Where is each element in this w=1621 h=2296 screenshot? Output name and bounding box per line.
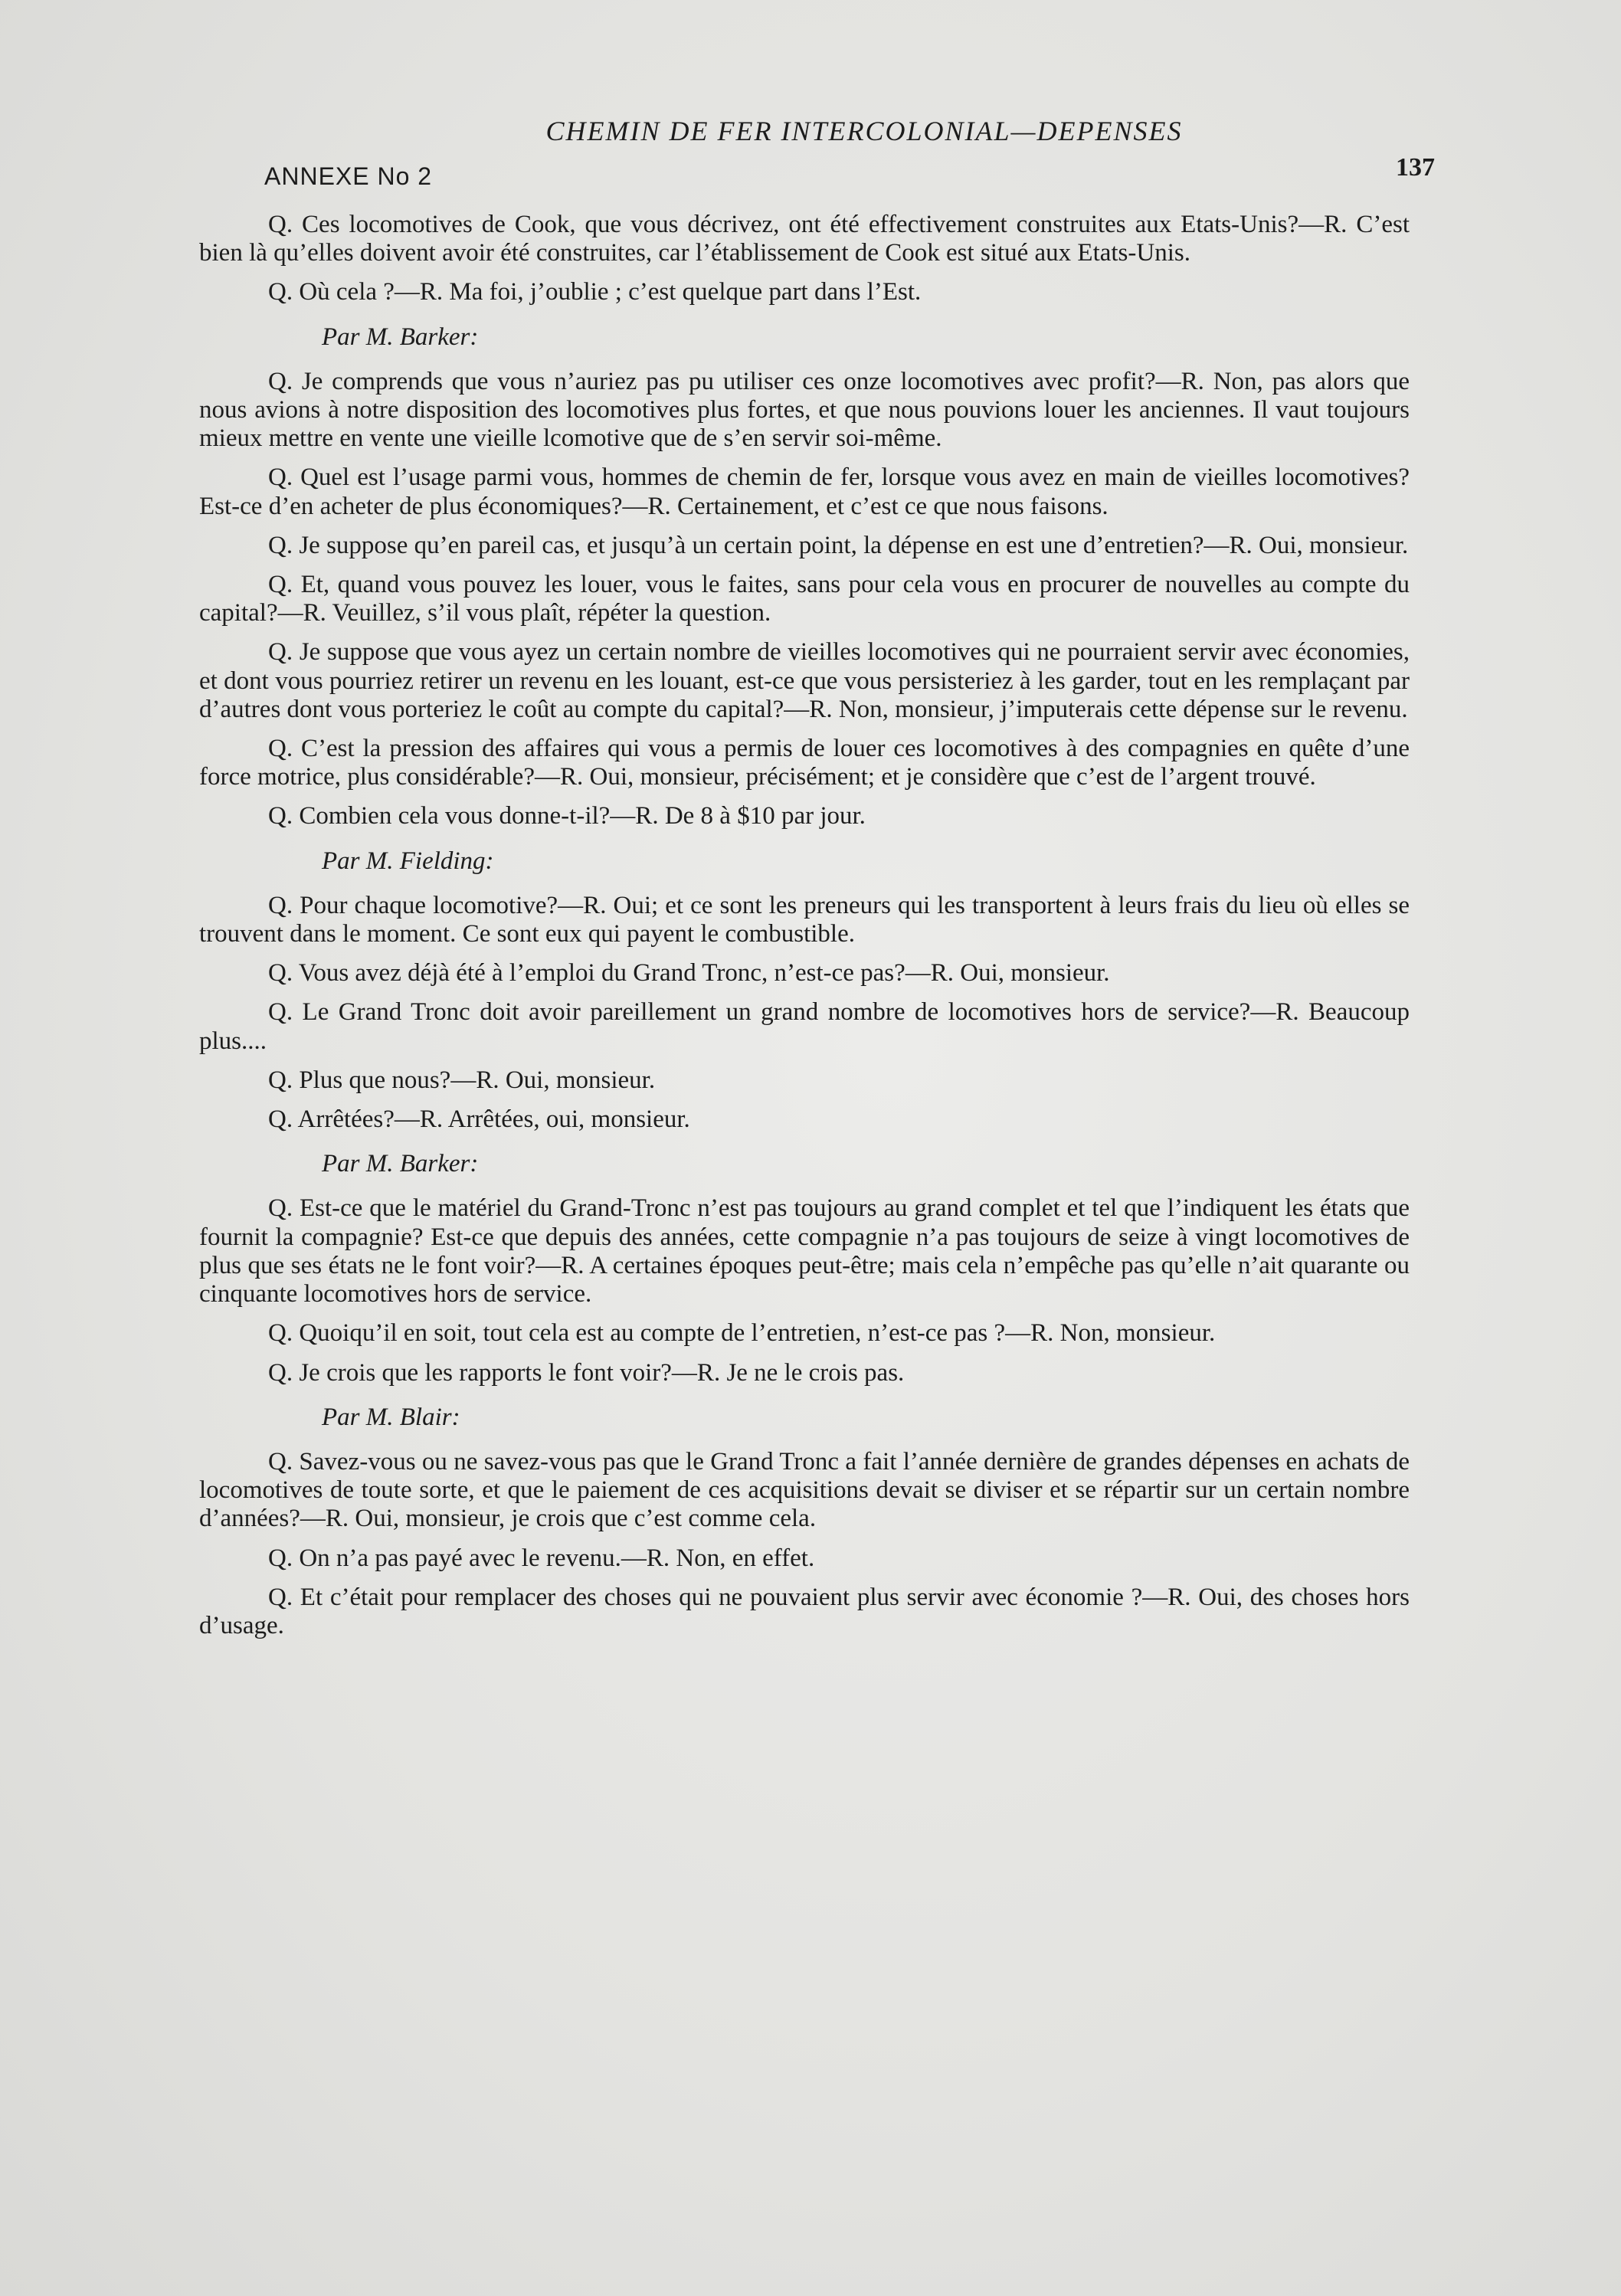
paragraph: Q. Quoiqu’il en soit, tout cela est au compte de l’entretien, n’est-ce pas ?—R. Non, monsieur.	[268, 1319, 1216, 1348]
paragraph: Q. Et c’était pour remplacer des choses qui ne pouvaient plus servir avec économie ?—R. Oui, des choses hors d’usage.	[199, 1583, 1410, 1639]
paragraph: Q. Je suppose qu’en pareil cas, et jusqu’à un certain point, la dépense en est une d’entretien?—R. Oui, monsieur.	[268, 531, 1409, 559]
paragraph: Q. Savez-vous ou ne savez-vous pas que le Grand Tronc a fait l’année dernière de grandes dépenses en achats de locomotives de toute sorte, et que le paiement de ces acquisitions devait se diviser et se répartir sur un certain nombre d’années?—R. Oui, monsieur, je crois que c’est comme cela.	[199, 1447, 1410, 1533]
paragraph: Q. Vous avez déjà été à l’emploi du Grand Tronc, n’est-ce pas?—R. Oui, monsieur.	[268, 959, 1110, 988]
document-body	[199, 211, 1410, 1640]
paragraph: Q. Plus que nous?—R. Oui, monsieur.	[268, 1066, 656, 1094]
paragraph: Q. Ces locomotives de Cook, que vous décrivez, ont été effectivement construites aux Etats-Unis?—R. C’est bien là qu’elles doivent avoir été construites, car l’établissement de Cook est situé aux Etats-Unis.	[199, 211, 1410, 267]
section-heading: Par M. Blair:	[322, 1403, 460, 1431]
page-number: 137	[1396, 153, 1435, 182]
section-heading: Par M. Barker:	[322, 1150, 479, 1178]
paragraph: Q. Pour chaque locomotive?—R. Oui; et ce sont les preneurs qui les transportent à leurs frais du lieu où elles se trouvent dans le moment. Ce sont eux qui payent le combustible.	[199, 891, 1410, 948]
paragraph: Q. Je comprends que vous n’auriez pas pu utiliser ces onze locomotives avec profit?—R. Non, pas alors que nous avions à notre disposition des locomotives plus fortes, et que nous pouvions louer les anciennes. Il vaut toujours mieux mettre en vente une vieille lcomotive que de s’en servir soi-même.	[199, 367, 1410, 453]
section-heading: Par M. Barker:	[322, 323, 479, 351]
paragraph: Q. Je crois que les rapports le font voir?—R. Je ne le crois pas.	[268, 1358, 905, 1387]
paragraph: Q. On n’a pas payé avec le revenu.—R. Non, en effet.	[268, 1544, 815, 1572]
paragraph: Q. C’est la pression des affaires qui vous a permis de louer ces locomotives à des compagnies en quête d’une force motrice, plus considérable?—R. Oui, monsieur, précisément; et je considère que c’est de l’argent trouvé.	[199, 735, 1410, 791]
paragraph: Q. Quel est l’usage parmi vous, hommes de chemin de fer, lorsque vous avez en main de vieilles locomotives? Est-ce d’en acheter de plus économiques?—R. Certainement, et c’est ce que nous faisons.	[199, 463, 1410, 520]
paragraph: Q. Et, quand vous pouvez les louer, vous le faites, sans pour cela vous en procurer de nouvelles au compte du capital?—R. Veuillez, s’il vous plaît, répéter la question.	[199, 571, 1410, 627]
paragraph: Q. Je suppose que vous ayez un certain nombre de vieilles locomotives qui ne pourraient servir avec économies, et dont vous pourriez retirer un revenu en les louant, est-ce que vous persisteriez à les garder, tout en les remplaçant par d’autres dont vous porteriez le coût au compte du capital?—R. Non, monsieur, j’imputerais cette dépense sur le revenu.	[199, 638, 1410, 723]
paragraph: Q. Combien cela vous donne-t-il?—R. De 8 à $10 par jour.	[268, 802, 866, 830]
running-title: CHEMIN DE FER INTERCOLONIAL—DEPENSES	[545, 116, 1183, 146]
paragraph: Q. Où cela ?—R. Ma foi, j’oublie ; c’est quelque part dans l’Est.	[268, 278, 922, 306]
section-heading: Par M. Fielding:	[322, 847, 494, 875]
paragraph: Q. Le Grand Tronc doit avoir pareillement un grand nombre de locomotives hors de service?—R. Beaucoup plus....	[199, 998, 1410, 1055]
annex-label: ANNEXE No 2	[264, 162, 433, 190]
paragraph: Q. Est-ce que le matériel du Grand-Tronc n’est pas toujours au grand complet et tel que l’indiquent les états que fournit la compagnie? Est-ce que depuis des années, cette compagnie n’a pas toujours de seize à vingt locomotives de plus que ses états ne le font voir?—R. A certaines époques peut-être; mais cela n’empêche pas qu’elle n’ait quarante ou cinquante locomotives hors de service.	[199, 1194, 1410, 1308]
paragraph: Q. Arrêtées?—R. Arrêtées, oui, monsieur.	[268, 1105, 690, 1134]
